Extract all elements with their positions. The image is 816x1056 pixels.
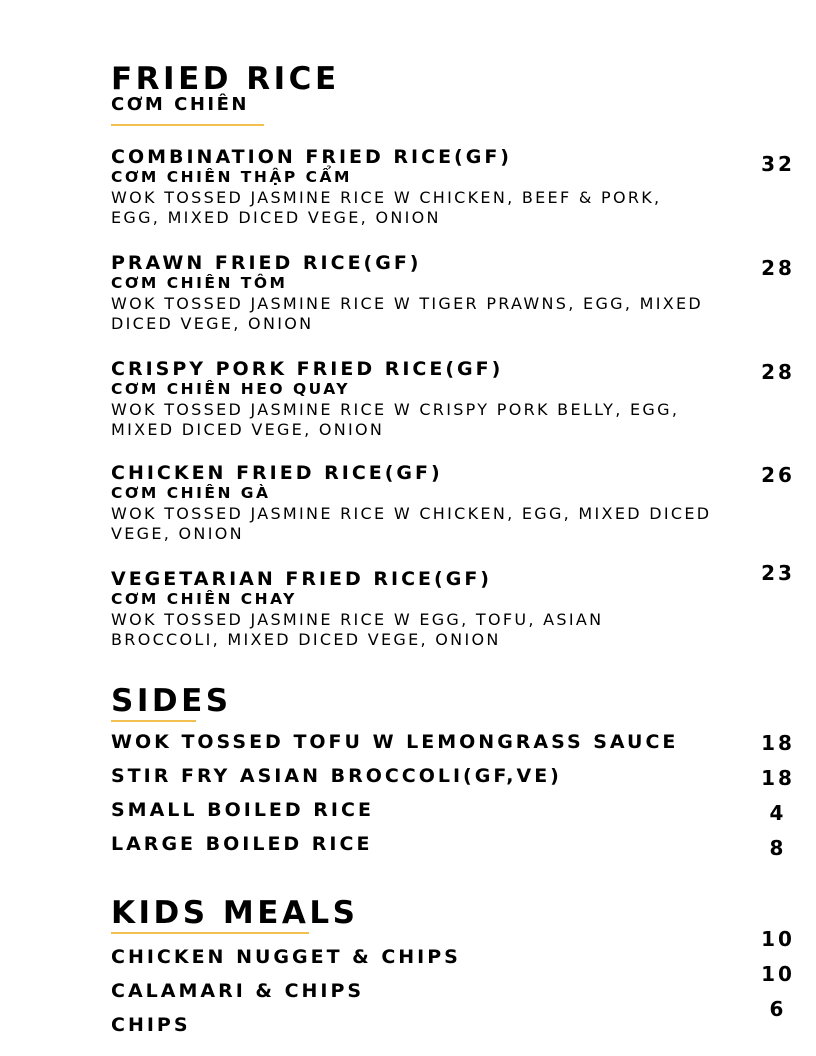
side-item-price: 4 [769,801,787,825]
menu-item-vietnamese-name: CƠM CHIÊN THẬP CẨM [111,168,352,186]
side-item-price: 8 [769,836,787,860]
menu-item-price: 26 [761,463,795,487]
menu-item-name: COMBINATION FRIED RICE(GF) [111,146,512,168]
menu-item-description: WOK TOSSED JASMINE RICE W TIGER PRAWNS, EGG, MIXED DICED VEGE, ONION [111,294,704,333]
section-title-fried-rice: FRIED RICE [111,61,340,97]
kids-item-name: CHIPS [111,1014,191,1036]
menu-item-name: CHICKEN FRIED RICE(GF) [111,462,443,484]
menu-item-name: PRAWN FRIED RICE(GF) [111,252,422,274]
menu-item-description: WOK TOSSED JASMINE RICE W CRISPY PORK BELLY, EGG, MIXED DICED VEGE, ONION [111,400,680,439]
section-divider-fried-rice [111,124,264,126]
kids-item-name: CHICKEN NUGGET & CHIPS [111,946,461,968]
kids-item-name: CALAMARI & CHIPS [111,980,365,1002]
menu-item-description: WOK TOSSED JASMINE RICE W EGG, TOFU, ASIAN BROCCOLI, MIXED DICED VEGE, ONION [111,610,604,649]
section-title-sides: SIDES [111,683,232,719]
kids-item-price: 10 [761,962,795,986]
menu-item-name: VEGETARIAN FRIED RICE(GF) [111,568,492,590]
side-item-price: 18 [761,766,795,790]
menu-item-price: 28 [761,360,795,384]
kids-item-price: 6 [769,997,787,1021]
menu-item-vietnamese-name: CƠM CHIÊN TÔM [111,274,288,292]
menu-item-price: 28 [761,256,795,280]
menu-item-price: 32 [761,152,795,176]
section-title-kids-meals: KIDS MEALS [111,895,359,931]
side-item-price: 18 [761,731,795,755]
section-subtitle-fried-rice: CƠM CHIÊN [111,94,249,115]
side-item-name: WOK TOSSED TOFU W LEMONGRASS SAUCE [111,731,679,753]
menu-item-vietnamese-name: CƠM CHIÊN HEO QUAY [111,380,350,398]
menu-item-description: WOK TOSSED JASMINE RICE W CHICKEN, BEEF & PORK, EGG, MIXED DICED VEGE, ONION [111,188,662,227]
menu-item-price: 23 [761,561,795,585]
side-item-name: SMALL BOILED RICE [111,799,374,821]
menu-item-vietnamese-name: CƠM CHIÊN CHAY [111,590,297,608]
menu-item-vietnamese-name: CƠM CHIÊN GÀ [111,484,271,502]
section-divider-sides [111,720,196,722]
kids-item-price: 10 [761,927,795,951]
menu-item-description: WOK TOSSED JASMINE RICE W CHICKEN, EGG, MIXED DICED VEGE, ONION [111,504,712,543]
side-item-name: STIR FRY ASIAN BROCCOLI(GF,VE) [111,765,562,787]
menu-item-name: CRISPY PORK FRIED RICE(GF) [111,358,504,380]
section-divider-kids-meals [111,932,309,934]
side-item-name: LARGE BOILED RICE [111,833,373,855]
